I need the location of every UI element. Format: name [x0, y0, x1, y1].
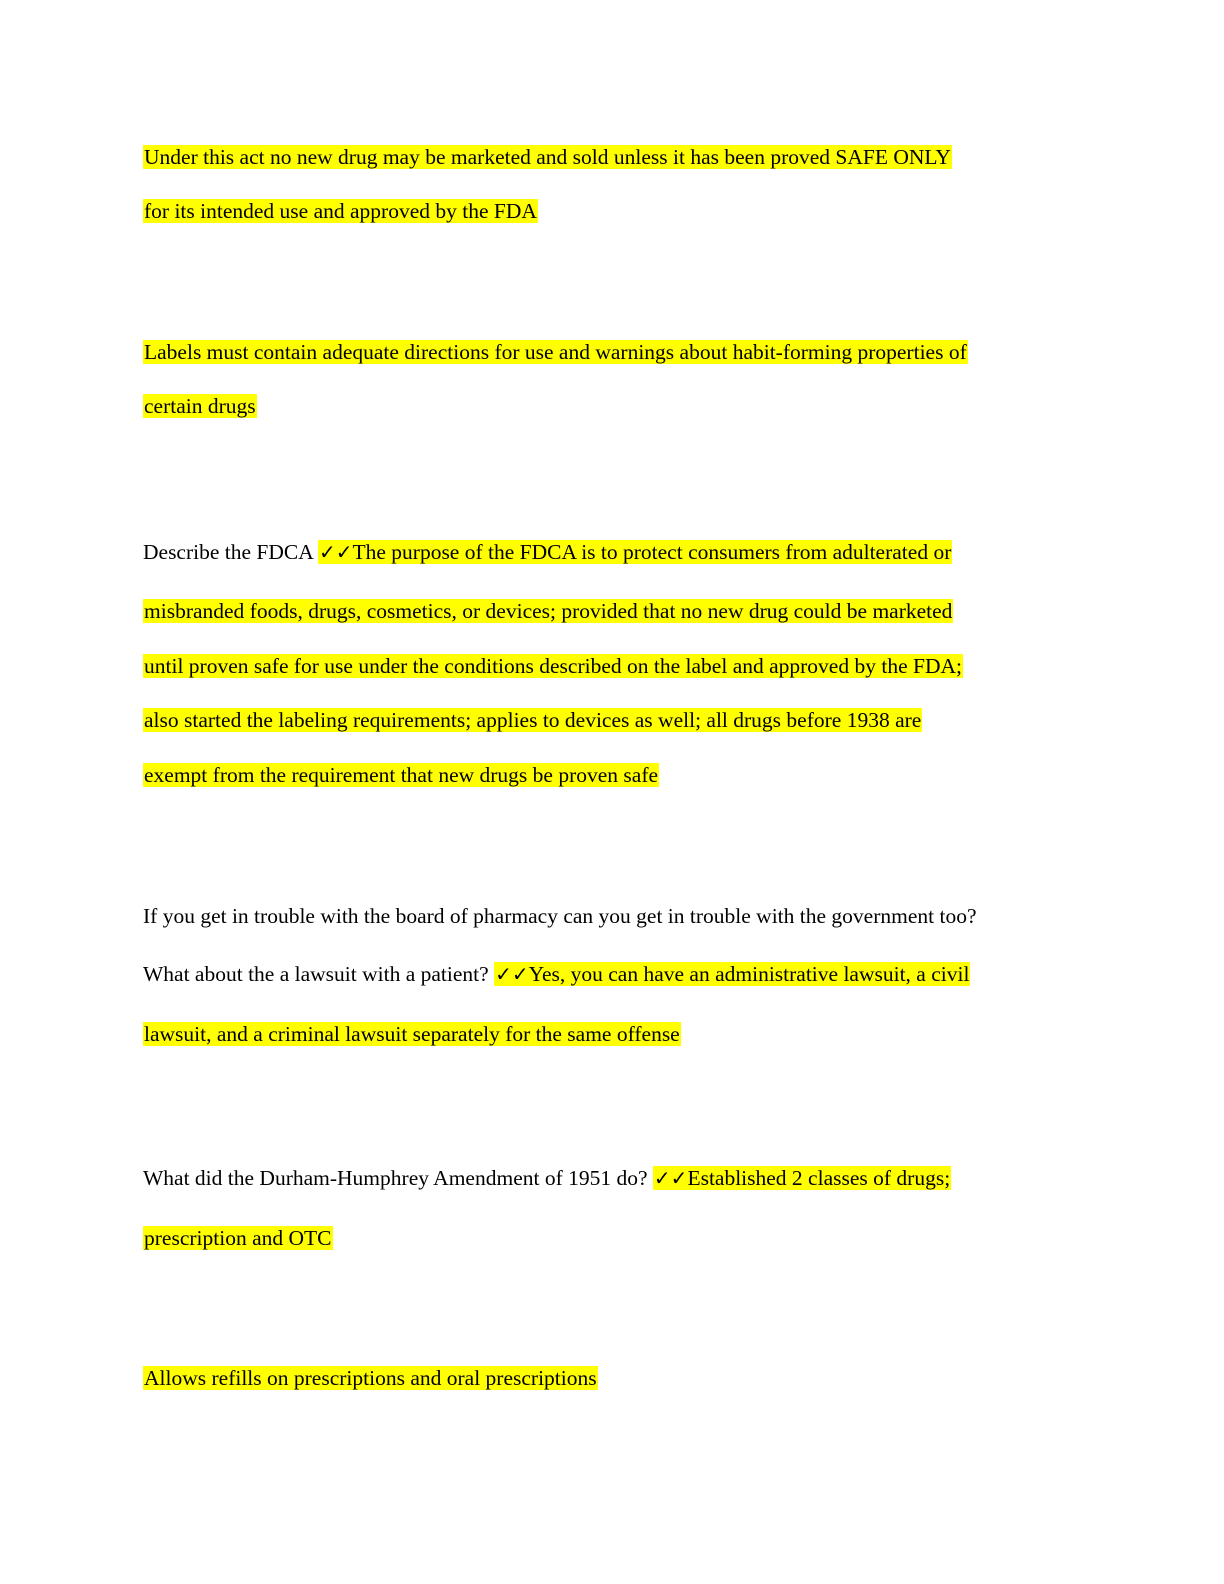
highlighted-text: certain drugs — [144, 394, 256, 418]
highlighted-text: Labels must contain adequate directions for use and warnings about habit-forming properties of — [144, 340, 967, 364]
question-text: Describe the FDCA — [143, 540, 313, 564]
highlighted-text: Under this act no new drug may be marketed and sold unless it has been proved SAFE ONLY — [144, 145, 951, 169]
text-line — [143, 390, 257, 422]
text-line — [143, 1222, 333, 1254]
text-line — [143, 141, 952, 173]
answer-text: Yes, you can have an administrative lawsuit, a civil — [528, 962, 970, 986]
answer-text: prescription and OTC — [144, 1226, 332, 1250]
answer-text: Established 2 classes of drugs; — [687, 1166, 951, 1190]
double-check-icon: ✓✓ — [653, 1166, 688, 1190]
text-line — [143, 900, 977, 932]
text-line — [143, 704, 922, 736]
answer-text: also started the labeling requirements; applies to devices as well; all drugs before 1938 are — [144, 708, 922, 732]
double-check-icon: ✓✓ — [495, 962, 529, 986]
answer-text: until proven safe for use under the conditions described on the label and approved by the FDA; — [144, 654, 962, 678]
text-line — [143, 650, 963, 682]
highlighted-text: Allows refills on prescriptions and oral prescriptions — [144, 1366, 597, 1390]
text-line — [143, 1018, 681, 1050]
answer-text: lawsuit, and a criminal lawsuit separately for the same offense — [144, 1022, 680, 1046]
highlighted-text: for its intended use and approved by the FDA — [144, 199, 537, 223]
question-text: What about the a lawsuit with a patient? — [143, 962, 489, 986]
answer-text: misbranded foods, drugs, cosmetics, or devices; provided that no new drug could be marketed — [144, 599, 953, 623]
text-line — [143, 595, 953, 627]
text-line — [143, 958, 970, 990]
text-line — [143, 336, 968, 368]
question-text: If you get in trouble with the board of pharmacy can you get in trouble with the government too? — [143, 904, 977, 928]
text-line — [143, 195, 538, 227]
text-line — [143, 536, 952, 568]
answer-text: exempt from the requirement that new drugs be proven safe — [144, 763, 659, 787]
double-check-icon: ✓✓ — [318, 540, 353, 564]
text-line — [143, 759, 659, 791]
text-line — [143, 1162, 951, 1194]
answer-text: The purpose of the FDCA is to protect consumers from adulterated or — [352, 540, 952, 564]
question-text: What did the Durham-Humphrey Amendment of 1951 do? — [143, 1166, 648, 1190]
text-line — [143, 1362, 598, 1394]
